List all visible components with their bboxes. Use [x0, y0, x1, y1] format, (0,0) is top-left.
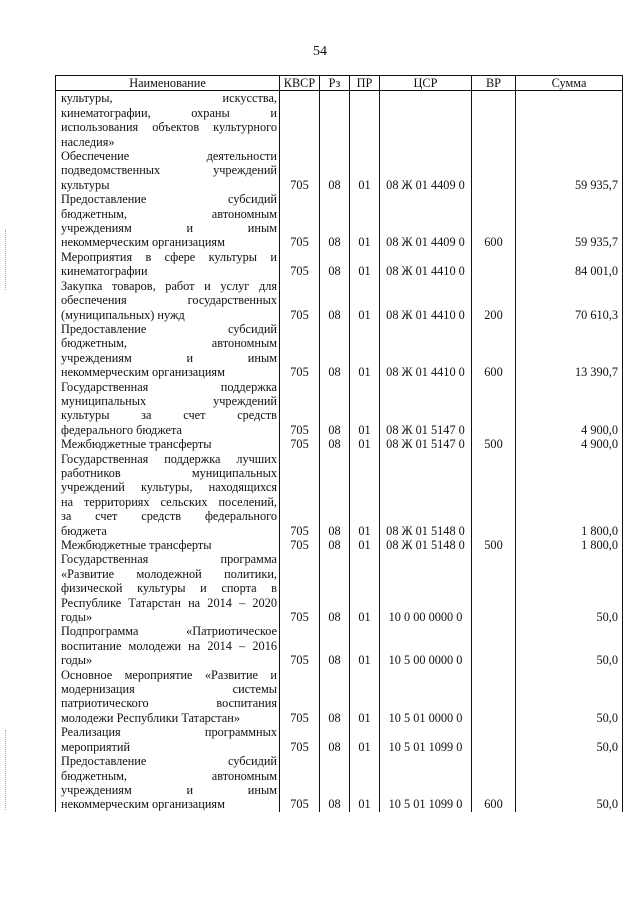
header-name: Наименование: [56, 76, 280, 91]
cell-name-line: физической культуры и спорта в: [61, 581, 277, 596]
cell-name-line: бюджетным, автономным: [61, 206, 277, 221]
cell-name-line: Обеспечение деятельности: [61, 149, 277, 164]
cell-name-line: патриотического воспитания: [61, 696, 277, 711]
table-body: [56, 91, 623, 812]
cell-name-line: за счет средств федерального: [61, 509, 277, 524]
cell-vr: [472, 725, 516, 754]
cell-rz: 08: [320, 279, 350, 322]
cell-name-line: Государственная программа: [61, 552, 277, 567]
cell-vr: [472, 149, 516, 192]
table-header-row: [56, 76, 623, 91]
cell-pr: 01: [350, 725, 380, 754]
cell-name-line: Межбюджетные трансферты: [61, 437, 212, 452]
budget-table: [55, 75, 623, 812]
cell-pr: 01: [350, 538, 380, 552]
cell-vr: 600: [472, 754, 516, 812]
cell-name-line: Основное мероприятие «Развитие и: [61, 667, 277, 682]
cell-name: [56, 250, 280, 279]
cell-pr: 01: [350, 279, 380, 322]
cell-kvsr: 705: [280, 538, 320, 552]
cell-name-line: обеспечения государственных: [61, 293, 277, 308]
cell-name: [56, 452, 280, 538]
cell-name: [56, 754, 280, 812]
cell-csr: 08 Ж 01 5147 0: [380, 437, 472, 451]
cell-name-line: культуры, искусства,: [61, 91, 277, 106]
cell-name-line: некоммерческим организациям: [61, 797, 225, 812]
cell-rz: 08: [320, 552, 350, 624]
cell-name-line: Подпрограмма «Патриотическое: [61, 624, 277, 639]
cell-rz: 08: [320, 754, 350, 812]
cell-name-line: молодежи Республики Татарстан»: [61, 710, 240, 725]
cell-vr: [472, 380, 516, 438]
cell-name-line: учреждений культуры, находящихся: [61, 480, 277, 495]
cell-rz: 08: [320, 322, 350, 380]
cell-rz: 08: [320, 668, 350, 726]
cell-pr: 01: [350, 624, 380, 667]
cell-name-line: Закупка товаров, работ и услуг для: [61, 278, 277, 293]
cell-sum: 84 001,0: [516, 250, 623, 279]
table-row: [56, 149, 623, 192]
cell-vr: [472, 91, 516, 149]
cell-rz: 08: [320, 452, 350, 538]
cell-vr: [472, 452, 516, 538]
cell-name-line: муниципальных учреждений: [61, 393, 277, 408]
cell-name-line: культуры: [61, 177, 110, 192]
table-row: [56, 538, 623, 552]
cell-kvsr: 705: [280, 192, 320, 250]
cell-rz: 08: [320, 149, 350, 192]
cell-sum: 50,0: [516, 552, 623, 624]
cell-kvsr: 705: [280, 452, 320, 538]
cell-csr: 08 Ж 01 4409 0: [380, 192, 472, 250]
cell-name: [56, 668, 280, 726]
header-vr: ВР: [472, 76, 516, 91]
cell-kvsr: 705: [280, 668, 320, 726]
cell-name-line: Реализация программных: [61, 725, 277, 740]
cell-name-line: бюджетным, автономным: [61, 768, 277, 783]
cell-kvsr: 705: [280, 322, 320, 380]
header-pr: ПР: [350, 76, 380, 91]
cell-name: [56, 538, 280, 552]
scan-margin-mark: [5, 230, 7, 290]
cell-name: [56, 380, 280, 438]
cell-name: [56, 192, 280, 250]
cell-name-line: культуры за счет средств: [61, 408, 277, 423]
cell-sum: 4 900,0: [516, 437, 623, 451]
table-row: [56, 624, 623, 667]
cell-name-line: кинематографии: [61, 264, 148, 279]
cell-sum: 59 935,7: [516, 192, 623, 250]
cell-name-line: бюджета: [61, 523, 107, 538]
cell-name-line: годы»: [61, 610, 93, 625]
cell-sum: 50,0: [516, 668, 623, 726]
cell-vr: 200: [472, 279, 516, 322]
cell-pr: 01: [350, 437, 380, 451]
cell-sum: [516, 91, 623, 149]
cell-csr: 10 5 01 1099 0: [380, 725, 472, 754]
cell-rz: 08: [320, 624, 350, 667]
cell-vr: 500: [472, 538, 516, 552]
cell-pr: 01: [350, 322, 380, 380]
cell-sum: 1 800,0: [516, 452, 623, 538]
cell-rz: 08: [320, 250, 350, 279]
cell-name-line: Предоставление субсидий: [61, 321, 277, 336]
table-row: [56, 192, 623, 250]
cell-name-line: бюджетным, автономным: [61, 336, 277, 351]
cell-kvsr: 705: [280, 250, 320, 279]
cell-pr: 01: [350, 452, 380, 538]
cell-name: [56, 279, 280, 322]
cell-name-line: учреждениям и иным: [61, 782, 277, 797]
cell-sum: 13 390,7: [516, 322, 623, 380]
table-row: [56, 452, 623, 538]
cell-kvsr: 705: [280, 624, 320, 667]
cell-name-line: «Развитие молодежной политики,: [61, 566, 277, 581]
cell-name-line: учреждениям и иным: [61, 350, 277, 365]
cell-sum: 1 800,0: [516, 538, 623, 552]
cell-sum: 59 935,7: [516, 149, 623, 192]
cell-name-line: Межбюджетные трансферты: [61, 538, 212, 552]
cell-rz: 08: [320, 192, 350, 250]
cell-rz: 08: [320, 437, 350, 451]
page-number: 54: [313, 44, 327, 59]
cell-sum: 50,0: [516, 725, 623, 754]
cell-name: [56, 91, 280, 149]
cell-name-line: Предоставление субсидий: [61, 754, 277, 769]
table-row: [56, 380, 623, 438]
cell-csr: [380, 91, 472, 149]
cell-kvsr: 705: [280, 437, 320, 451]
cell-vr: [472, 668, 516, 726]
cell-name-line: Республике Татарстан на 2014 – 2020: [61, 595, 277, 610]
cell-csr: 08 Ж 01 4410 0: [380, 250, 472, 279]
cell-sum: 4 900,0: [516, 380, 623, 438]
cell-sum: 70 610,3: [516, 279, 623, 322]
cell-rz: 08: [320, 725, 350, 754]
cell-kvsr: 705: [280, 754, 320, 812]
table-row: [56, 322, 623, 380]
table-row: [56, 668, 623, 726]
cell-name-line: (муниципальных) нужд: [61, 307, 185, 322]
cell-vr: [472, 624, 516, 667]
cell-csr: 08 Ж 01 4410 0: [380, 322, 472, 380]
cell-csr: 10 5 00 0000 0: [380, 624, 472, 667]
cell-name-line: подведомственных учреждений: [61, 163, 277, 178]
cell-name-line: кинематографии, охраны и: [61, 105, 277, 120]
cell-name-line: годы»: [61, 653, 93, 668]
cell-sum: 50,0: [516, 624, 623, 667]
cell-vr: 600: [472, 322, 516, 380]
table-row: [56, 437, 623, 451]
header-kvsr: КВСР: [280, 76, 320, 91]
cell-csr: 08 Ж 01 4409 0: [380, 149, 472, 192]
cell-rz: 08: [320, 380, 350, 438]
scan-margin-mark: [5, 730, 7, 810]
cell-kvsr: 705: [280, 279, 320, 322]
cell-vr: [472, 552, 516, 624]
cell-sum: 50,0: [516, 754, 623, 812]
cell-csr: 10 5 01 0000 0: [380, 668, 472, 726]
cell-name: [56, 725, 280, 754]
cell-name-line: работников муниципальных: [61, 465, 277, 480]
cell-name: [56, 624, 280, 667]
cell-pr: 01: [350, 552, 380, 624]
cell-name-line: на территориях сельских поселений,: [61, 494, 277, 509]
cell-pr: 01: [350, 192, 380, 250]
cell-name-line: модернизация системы: [61, 682, 277, 697]
cell-pr: 01: [350, 380, 380, 438]
cell-name: [56, 322, 280, 380]
cell-name: [56, 437, 280, 451]
cell-vr: 600: [472, 192, 516, 250]
cell-vr: [472, 250, 516, 279]
cell-name-line: Предоставление субсидий: [61, 192, 277, 207]
table-row: [56, 754, 623, 812]
header-sum: Сумма: [516, 76, 623, 91]
cell-name-line: воспитание молодежи на 2014 – 2016: [61, 638, 277, 653]
cell-name-line: учреждениям и иным: [61, 221, 277, 236]
cell-name: [56, 149, 280, 192]
cell-pr: 01: [350, 668, 380, 726]
cell-pr: 01: [350, 149, 380, 192]
cell-csr: 08 Ж 01 5147 0: [380, 380, 472, 438]
cell-name-line: некоммерческим организациям: [61, 365, 225, 380]
table-row: [56, 91, 623, 149]
cell-name: [56, 552, 280, 624]
cell-name-line: наследия»: [61, 134, 115, 149]
header-rz: Рз: [320, 76, 350, 91]
cell-name-line: мероприятий: [61, 739, 131, 754]
cell-pr: 01: [350, 250, 380, 279]
table-row: [56, 279, 623, 322]
cell-name-line: Государственная поддержка лучших: [61, 451, 277, 466]
cell-kvsr: 705: [280, 552, 320, 624]
cell-pr: [350, 91, 380, 149]
cell-name-line: Государственная поддержка: [61, 379, 277, 394]
cell-kvsr: 705: [280, 149, 320, 192]
cell-csr: 10 5 01 1099 0: [380, 754, 472, 812]
cell-name-line: Мероприятия в сфере культуры и: [61, 249, 277, 264]
cell-rz: 08: [320, 538, 350, 552]
cell-pr: 01: [350, 754, 380, 812]
table-row: [56, 725, 623, 754]
header-csr: ЦСР: [380, 76, 472, 91]
cell-kvsr: 705: [280, 725, 320, 754]
cell-kvsr: 705: [280, 380, 320, 438]
table-row: [56, 552, 623, 624]
cell-rz: [320, 91, 350, 149]
cell-kvsr: [280, 91, 320, 149]
table-row: [56, 250, 623, 279]
cell-csr: 08 Ж 01 4410 0: [380, 279, 472, 322]
cell-name-line: некоммерческим организациям: [61, 235, 225, 250]
cell-name-line: федерального бюджета: [61, 422, 182, 437]
cell-csr: 10 0 00 0000 0: [380, 552, 472, 624]
cell-csr: 08 Ж 01 5148 0: [380, 452, 472, 538]
cell-csr: 08 Ж 01 5148 0: [380, 538, 472, 552]
cell-vr: 500: [472, 437, 516, 451]
cell-name-line: использования объектов культурного: [61, 120, 277, 135]
